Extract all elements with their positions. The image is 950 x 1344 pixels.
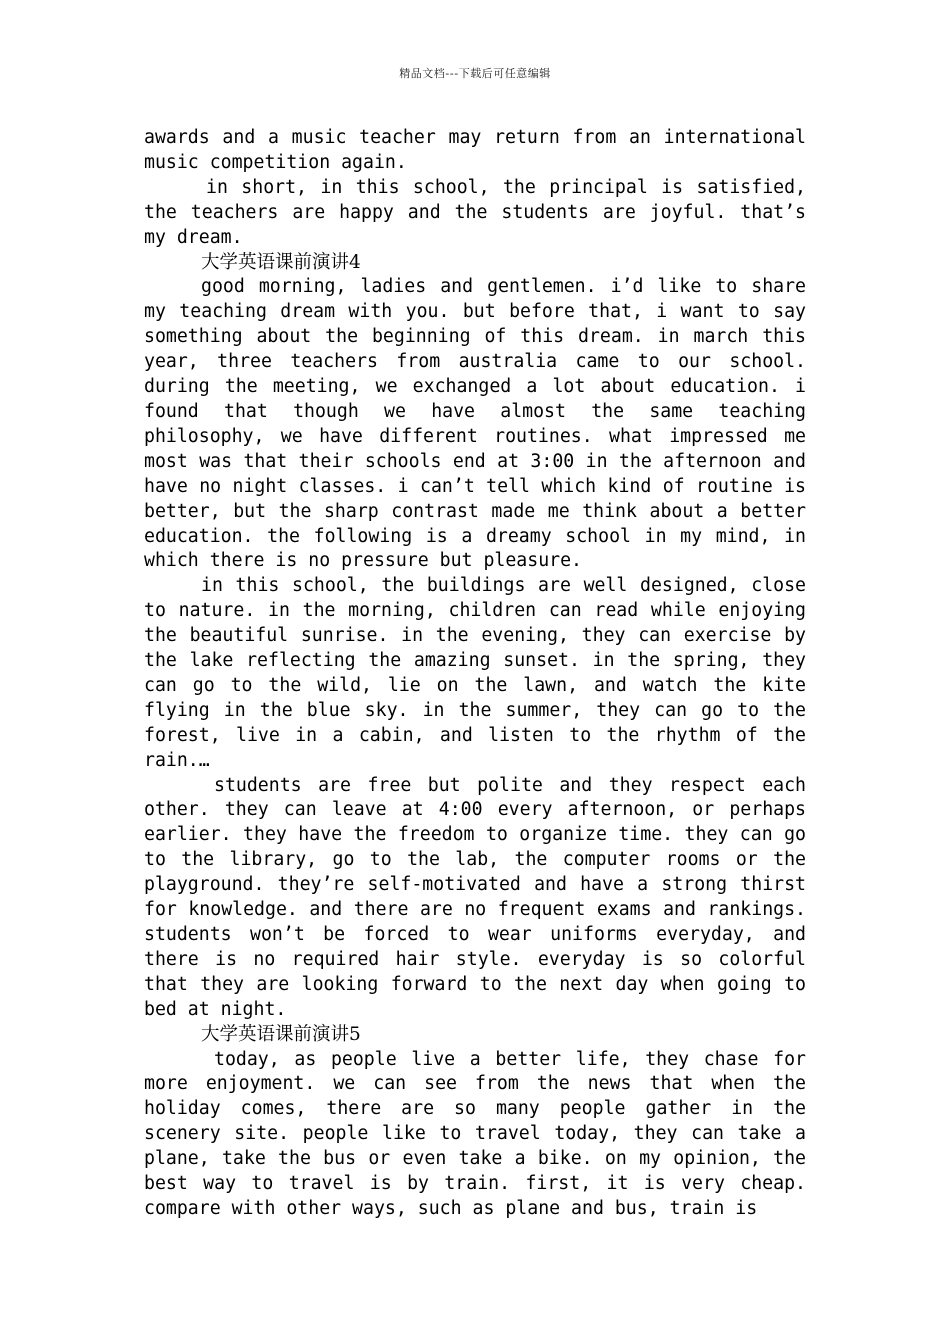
section-heading-4: 大学英语课前演讲4 [201,251,361,273]
paragraph-continuation: awards and a music teacher may return from an international music competition again. [144,127,806,173]
paragraph-speech-5-intro: today, as people live a better life, they chase for more enjoyment. we can see from the news that when the holiday comes, there are so many people gather in the scenery site. people like to travel today, they can take a plane, take the bus or even take a bike. on my opinion, the best way to travel is by train. first, it is very cheap. compare with other ways, such as plane and bus, train is [144,1048,806,1219]
paragraph-students: students are free but polite and they respect each other. they can leave at 4:00 every afternoon, or perhaps earlier. they have the freedom to organize time. they can go to the library, go to the lab, the computer rooms or the playground. they’re self-motivated and have a strong thirst for knowledge. and there are no frequent exams and rankings. students won’t be forced to wear uniforms everyday, and there is no required hair style. everyday is so colorful that they are looking forward to the next day when going to bed at night. [144,774,806,1020]
document-body [144,126,806,1222]
section-heading-5: 大学英语课前演讲5 [201,1023,361,1045]
paragraph-speech-4-intro: good morning, ladies and gentlemen. i’d like to share my teaching dream with you. but before that, i want to say something about the beginning of this dream. in march this year, three teachers from australia came to our school. during the meeting, we exchanged a lot about education. i found that though we have almost the same teaching philosophy, we have different routines. what impressed me most was that their schools end at 3:00 in the afternoon and have no night classes. i can’t tell which kind of routine is better, but the sharp contrast made me think about a better education. the following is a dreamy school in my mind, in which there is no pressure but pleasure. [144,276,806,572]
paragraph-school-buildings: in this school, the buildings are well designed, close to nature. in the morning, children can read while enjoying the beautiful sunrise. in the evening, they can exercise by the lake reflecting the amazing sunset. in the spring, they can go to the wild, lie on the lawn, and watch the kite flying in the blue sky. in the summer, they can go to the forest, live in a cabin, and listen to the rhythm of the rain.… [144,575,806,771]
paragraph-closing: in short, in this school, the principal is satisfied, the teachers are happy and the students are joyful. that’s my dream. [144,176,806,248]
page-header: 精品文档---下载后可任意编辑 [399,67,551,80]
